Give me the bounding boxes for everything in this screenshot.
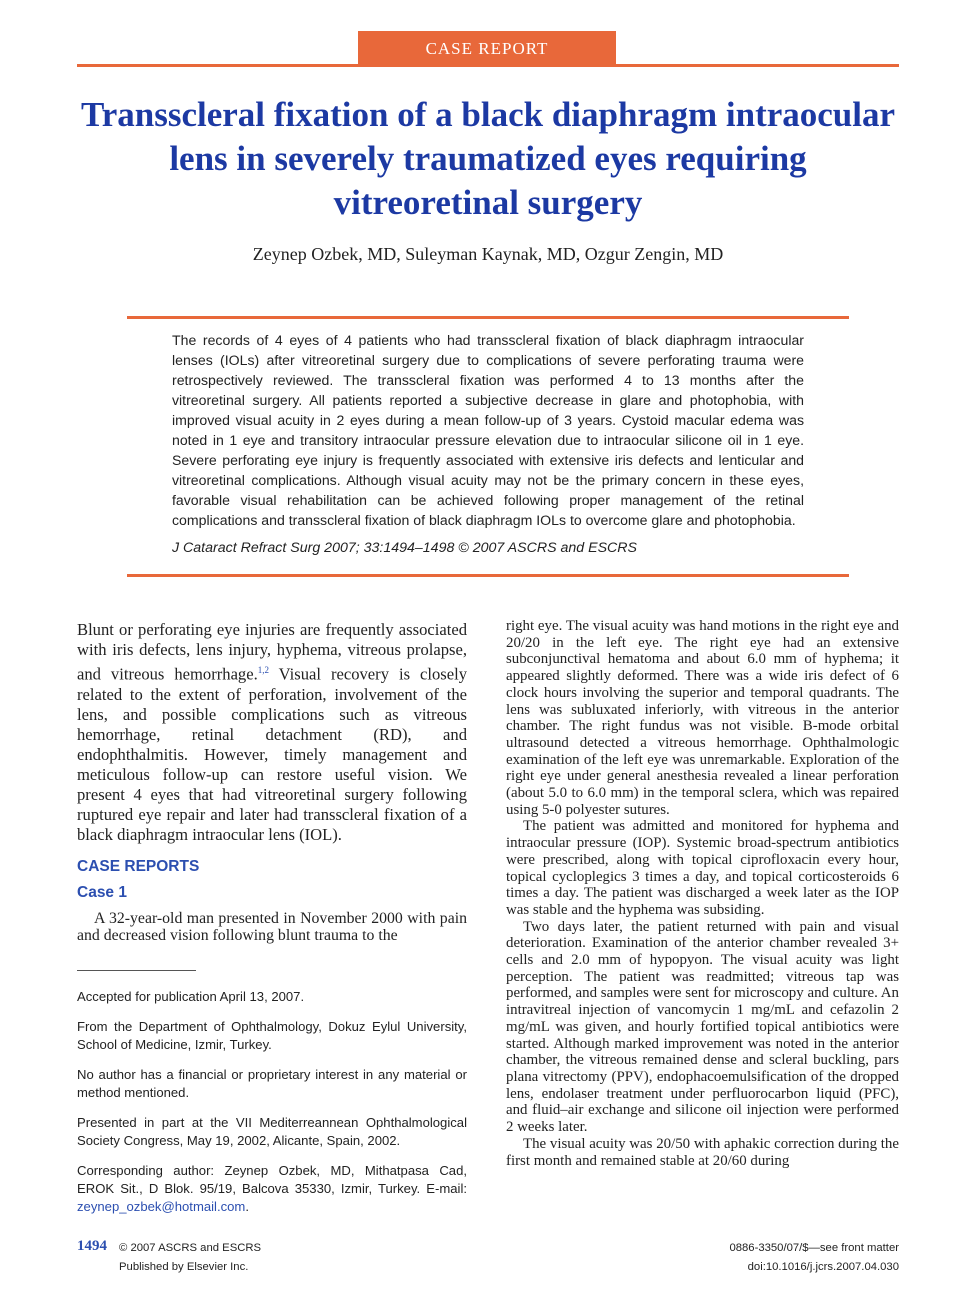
footnote-accepted: Accepted for publication April 13, 2007. [77,989,305,1004]
article-title: Transscleral fixation of a black diaphragm intraocular lens in severely traumatized eyes requiring vitreoretinal surgery [80,95,896,222]
journal-citation: J Cataract Refract Surg 2007; 33:1494–1498 © 2007 ASCRS and ESCRS [172,540,637,556]
case-heading: Case 1 [77,884,127,901]
right-column [506,618,899,1169]
section-tag: CASE REPORT [358,31,616,67]
case1-paragraph: A 32-year-old man presented in November 2000 with pain and decreased vision following blunt trauma to the [77,910,467,944]
abstract-bottom-rule [127,574,849,577]
introduction-paragraph [77,620,467,845]
right-paragraph-3: Two days later, the patient returned with pain and visual deterioration. Examination of the anterior chamber revealed 3+ cells and 2.0 mm of hypopyon. The visual acuity was light perception. The patient was readmitted; vitreous tap was performed, and samples were sent for microscopy and culture. An intravitreal injection of vancomycin 1 mg/mL and cefazolin 2 mg/mL was given, and hourly fortified topical antibiotics were started. Although marked improvement was noted in the anterior chamber, the vitreous remained dense and scleral buckling, pars plana vitrectomy (PPV), endophacoemulsification of the dropped lens, endolaser treatment under perfluorocarbon liquid (PFC), and fluid–air exchange and silicone oil injection were performed 2 weeks later. [506,918,899,1136]
abstract: The records of 4 eyes of 4 patients who had transscleral fixation of black diaphragm intraocular lenses (IOLs) after vitreoretinal surgery due to complications of severe perforating trauma were retrospectively reviewed. The transscleral fixation was performed 4 to 13 months after the vitreoretinal surgery. All patients reported a subjective decrease in glare and photophobia, with improved visual acuity in 2 eyes during a mean follow-up of 3 years. Cystoid macular edema was noted in 1 eye and transitory intraocular pressure elevation due to intraocular silicone oil in 1 eye. Severe perforating eye injury is frequently associated with extensive iris defects and lenticular and vitreoretinal complications. Although visual acuity may not be the primary concern in these eyes, favorable visual rehabilitation can be achieved following proper management of the retinal complications and transscleral fixation of black diaphragm IOLs to overcome glare and photophobia. [172,332,804,528]
reference-link[interactable]: 1,2 [257,665,269,675]
footnote-rule [77,970,196,971]
email-suffix: . [245,1199,249,1214]
intro-text-1: Blunt or perforating eye injuries are frequently associated with iris defects, lens injury, hyphema, vitreous prolapse, and vitreous hemorrhage. [77,620,467,684]
page-number: 1494 [77,1238,107,1254]
right-paragraph-1: right eye. The visual acuity was hand motions in the right eye and 20/20 in the left eye. The right eye had an extensive subconjunctival hematoma and about 6.0 mm of hyphema; it appeared slightly deformed. There was a wide iris defect of 6 clock hours involving the superior and temporal quadrants. The lens was subluxated inferiorly, with vitreous in the anterior chamber. The right fundus was not visible. B-mode orbital ultrasound detected a vitreous hemorrhage. Ophthalmologic examination of the left eye was unremarkable. Exploration of the right eye under general anesthesia revealed a linear perforation (about 5.0 to 6.0 mm) in the temporal sclera, which was repaired using 5-0 polyester sutures. [506,618,899,818]
footer-publisher: Published by Elsevier Inc. [119,1261,249,1273]
right-paragraph-4: The visual acuity was 20/50 with aphakic correction during the first month and remained stable at 20/60 during [506,1135,899,1169]
right-paragraph-2: The patient was admitted and monitored for hyphema and intraocular pressure (IOP). Systemic broad-spectrum antibiotics were prescribed, along with topical ciprofloxacin every hour, topical cycloplegics 3 times a day, and topical corticosteroids 6 times a day. The patient was discharged a week later as the IOP was stable and the hyphema was subsiding. [506,818,899,918]
email-link[interactable]: zeynep_ozbek@hotmail.com [77,1199,246,1214]
footnote-corresponding [77,1162,467,1216]
author-list: Zeynep Ozbek, MD, Suleyman Kaynak, MD, Ozgur Zengin, MD [252,244,724,264]
footnote-affiliation: From the Department of Ophthalmology, Dokuz Eylul University, School of Medicine, Izmir, Turkey. [77,1019,467,1052]
footer-doi[interactable]: doi:10.1016/j.jcrs.2007.04.030 [747,1261,899,1273]
intro-text-2: Visual recovery is closely related to the extent of perforation, involvement of the lens, and possible complications such as vitreous hemorrhage, retinal detachment (RD), and endophthalmitis. However, timely management and meticulous follow-up can restore useful vision. We present 4 eyes that had vitreoretinal surgery following ruptured eye repair and later had transscleral fixation of a black diaphragm intraocular lens (IOL). [77,664,467,844]
footer-issn: 0886-3350/07/$—see front matter [729,1242,899,1254]
section-heading: CASE REPORTS [77,858,200,875]
footnote-presented: Presented in part at the VII Mediterreannean Ophthalmological Society Congress, May 19, 2002, Alicante, Spain, 2002. [77,1115,467,1148]
footer-copyright: © 2007 ASCRS and ESCRS [119,1242,262,1254]
abstract-top-rule [127,316,849,319]
corresponding-text: Corresponding author: Zeynep Ozbek, MD, Mithatpasa Cad, EROK Sit., D Blok. 95/19, Balcova 35330, Izmir, Turkey. E-mail: [77,1163,467,1196]
footnote-disclosure: No author has a financial or proprietary interest in any material or method mentioned. [77,1067,467,1100]
